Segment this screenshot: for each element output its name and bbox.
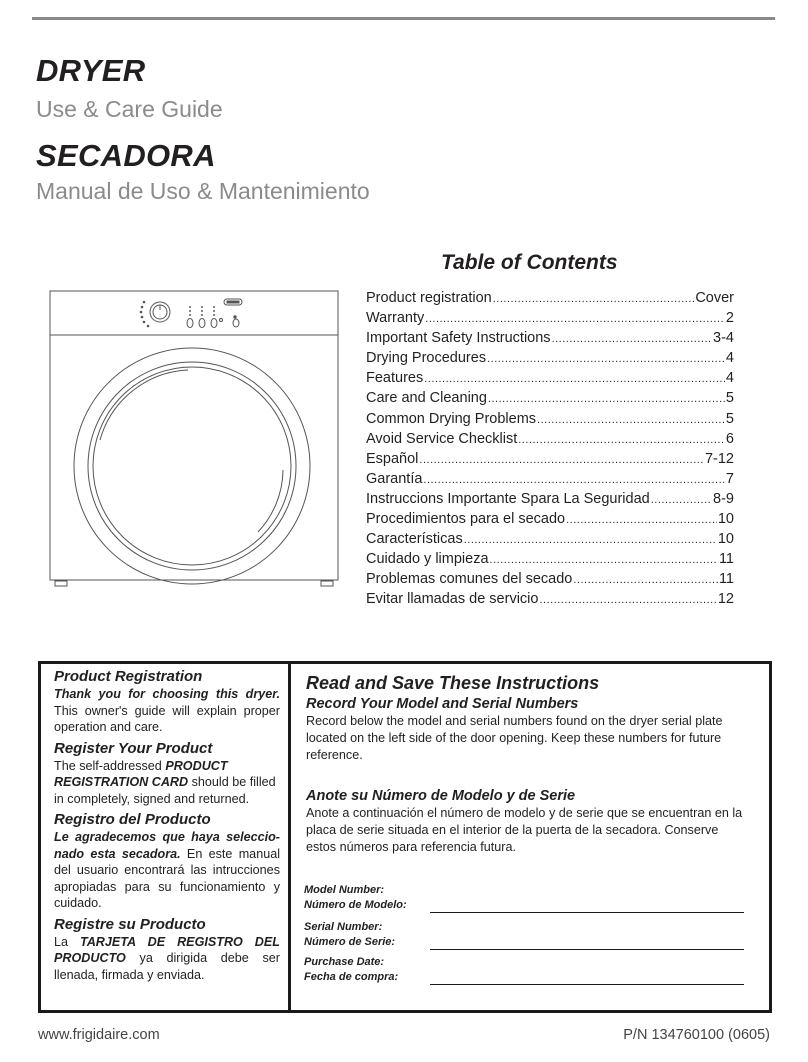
toc-item[interactable] <box>366 591 734 611</box>
toc-leader-dots <box>419 454 704 466</box>
owners-guide-text: This owner's guide will explain proper operation and care. <box>54 703 280 734</box>
toc-leader-dots <box>490 554 718 566</box>
toc-item-page: 4 <box>725 350 734 367</box>
toc-leader-dots <box>518 434 725 446</box>
toc-leader-dots <box>493 293 695 305</box>
subtitle-english: Use & Care Guide <box>36 96 223 122</box>
toc-item-page: 8-9 <box>713 490 734 507</box>
toc-item-label: Drying Procedures <box>366 350 487 367</box>
manual-usuario-text: En este manual del usuario encontrará las intrucciones apropiadas para su funcionamiento y cuidado. <box>54 846 281 910</box>
purchase-date-label: Purchase Date: <box>304 956 385 968</box>
toc-leader-dots <box>537 414 725 426</box>
toc-leader-dots <box>566 514 717 526</box>
toc-item[interactable] <box>366 290 734 310</box>
toc-item-label: Important Safety Instructions <box>366 330 551 347</box>
toc-item-page: Cover <box>695 290 734 306</box>
toc-item-label: Avoid Service Checklist <box>366 430 518 447</box>
toc-item-page: 2 <box>725 310 734 327</box>
toc-item-page: 10 <box>717 511 734 528</box>
model-number-label: Model Number: <box>304 884 385 896</box>
toc-leader-dots <box>552 333 712 345</box>
record-text: Record below the model and serial numbers found on the dryer serial plate located on the left side of the door opening. Keep these numbers for future reference. <box>306 714 723 762</box>
toc-item-page: 7 <box>725 470 734 487</box>
thank-you-text: Thank you for choosing this dryer. <box>54 687 280 701</box>
toc-leader-dots <box>425 313 725 325</box>
toc-item-page: 5 <box>725 410 734 427</box>
toc-leader-dots <box>573 574 718 586</box>
toc-item[interactable] <box>366 471 734 491</box>
toc-item[interactable] <box>366 531 734 551</box>
registro-heading: Registro del Producto <box>54 811 211 828</box>
toc-leader-dots <box>464 534 717 546</box>
read-save-heading: Read and Save These Instructions <box>306 673 600 693</box>
toc-item-label: Product registration <box>366 290 492 306</box>
toc-item[interactable] <box>366 551 734 571</box>
website-link[interactable]: www.frigidaire.com <box>38 1027 160 1043</box>
toc-item-page: 12 <box>717 591 734 608</box>
toc-item-label: Problemas comunes del secado <box>366 571 573 588</box>
toc-leader-dots <box>539 594 716 606</box>
top-rule <box>32 17 775 20</box>
toc-title: Table of Contents <box>441 251 618 274</box>
toc-item[interactable] <box>366 511 734 531</box>
tarjeta-registro-text: TARJETA DE REGISTRO DEL PRODUCTO <box>54 934 280 965</box>
toc-item-label: Instruccions Importante Spara La Seguridad <box>366 490 650 507</box>
toc-item-label: Care and Cleaning <box>366 390 487 407</box>
box-divider <box>288 663 291 1011</box>
agradecemos-text: Le agradecemos que haya seleccio-nado esta secadora. <box>54 830 280 861</box>
title-english: DRYER <box>36 53 146 88</box>
register-post-text: should be filled in completely, signed and returned. <box>54 775 276 806</box>
toc-item-label: Garantía <box>366 470 423 487</box>
toc-leader-dots <box>424 373 725 385</box>
toc-item-page: 3-4 <box>713 330 734 347</box>
toc-item[interactable] <box>366 370 734 390</box>
toc-item-page: 11 <box>718 551 734 568</box>
registration-card-text: PRODUCT REGISTRATION CARD <box>54 758 228 789</box>
purchase-date-line[interactable] <box>430 984 744 986</box>
registre-heading: Registre su Producto <box>54 915 206 933</box>
anote-text: Anote a continuación el número de modelo y de serie que se encuentran en la placa de serie situada en el interior de la puerta de la secadora. Conserve estos números para referencia futura. <box>306 806 743 854</box>
table-of-contents <box>366 290 734 612</box>
dryer-illustration <box>48 290 340 587</box>
numero-modelo-label: Número de Modelo: <box>304 899 407 911</box>
toc-item-label: Evitar llamadas de servicio <box>366 591 539 608</box>
toc-item-page: 6 <box>725 430 734 447</box>
toc-item-label: Cuidado y limpieza <box>366 551 489 568</box>
toc-item-page: 5 <box>725 390 734 407</box>
toc-leader-dots <box>423 474 725 486</box>
toc-item[interactable] <box>366 330 734 350</box>
record-heading: Record Your Model and Serial Numbers <box>306 696 579 712</box>
toc-item-label: Features <box>366 370 424 387</box>
toc-item-label: Common Drying Problems <box>366 410 537 427</box>
right-column <box>306 671 751 856</box>
toc-item-label: Características <box>366 531 463 548</box>
serial-number-line[interactable] <box>430 949 744 951</box>
toc-item-page: 7-12 <box>704 450 734 467</box>
model-number-field[interactable] <box>304 883 750 913</box>
left-column <box>54 668 280 987</box>
toc-item-page: 10 <box>717 531 734 548</box>
toc-item-page: 4 <box>725 370 734 387</box>
anote-heading: Anote su Número de Modelo y de Serie <box>306 788 576 804</box>
subtitle-spanish: Manual de Uso & Mantenimiento <box>36 178 370 204</box>
toc-item[interactable] <box>366 310 734 330</box>
title-spanish: SECADORA <box>36 138 216 173</box>
register-pre-text: The self-addressed <box>54 758 166 773</box>
toc-leader-dots <box>487 353 725 365</box>
toc-leader-dots <box>488 393 725 405</box>
toc-item[interactable] <box>366 451 734 471</box>
toc-item-label: Procedimientos para el secado <box>366 511 566 528</box>
toc-item-label: Warranty <box>366 310 425 327</box>
toc-item[interactable] <box>366 411 734 431</box>
toc-item[interactable] <box>366 390 734 410</box>
part-number: P/N 134760100 (0605) <box>623 1027 770 1043</box>
fecha-compra-label: Fecha de compra: <box>304 971 399 983</box>
toc-item[interactable] <box>366 491 734 511</box>
registre-post-text: ya dirigida debe ser llenada, firmada y enviada. <box>54 951 280 982</box>
toc-item-page: 11 <box>718 571 734 588</box>
toc-item[interactable] <box>366 571 734 591</box>
numero-serie-label: Número de Serie: <box>304 936 396 948</box>
register-product-heading: Register Your Product <box>54 739 213 757</box>
serial-number-field[interactable] <box>304 920 750 950</box>
purchase-date-field[interactable] <box>304 955 750 985</box>
registre-pre-text: La <box>54 934 80 949</box>
toc-leader-dots <box>651 494 712 506</box>
model-number-line[interactable] <box>430 912 744 914</box>
serial-number-label: Serial Number: <box>304 921 383 933</box>
toc-item-label: Español <box>366 450 419 467</box>
toc-item[interactable] <box>366 431 734 451</box>
product-registration-heading: Product Registration <box>54 668 203 685</box>
toc-item[interactable] <box>366 350 734 370</box>
